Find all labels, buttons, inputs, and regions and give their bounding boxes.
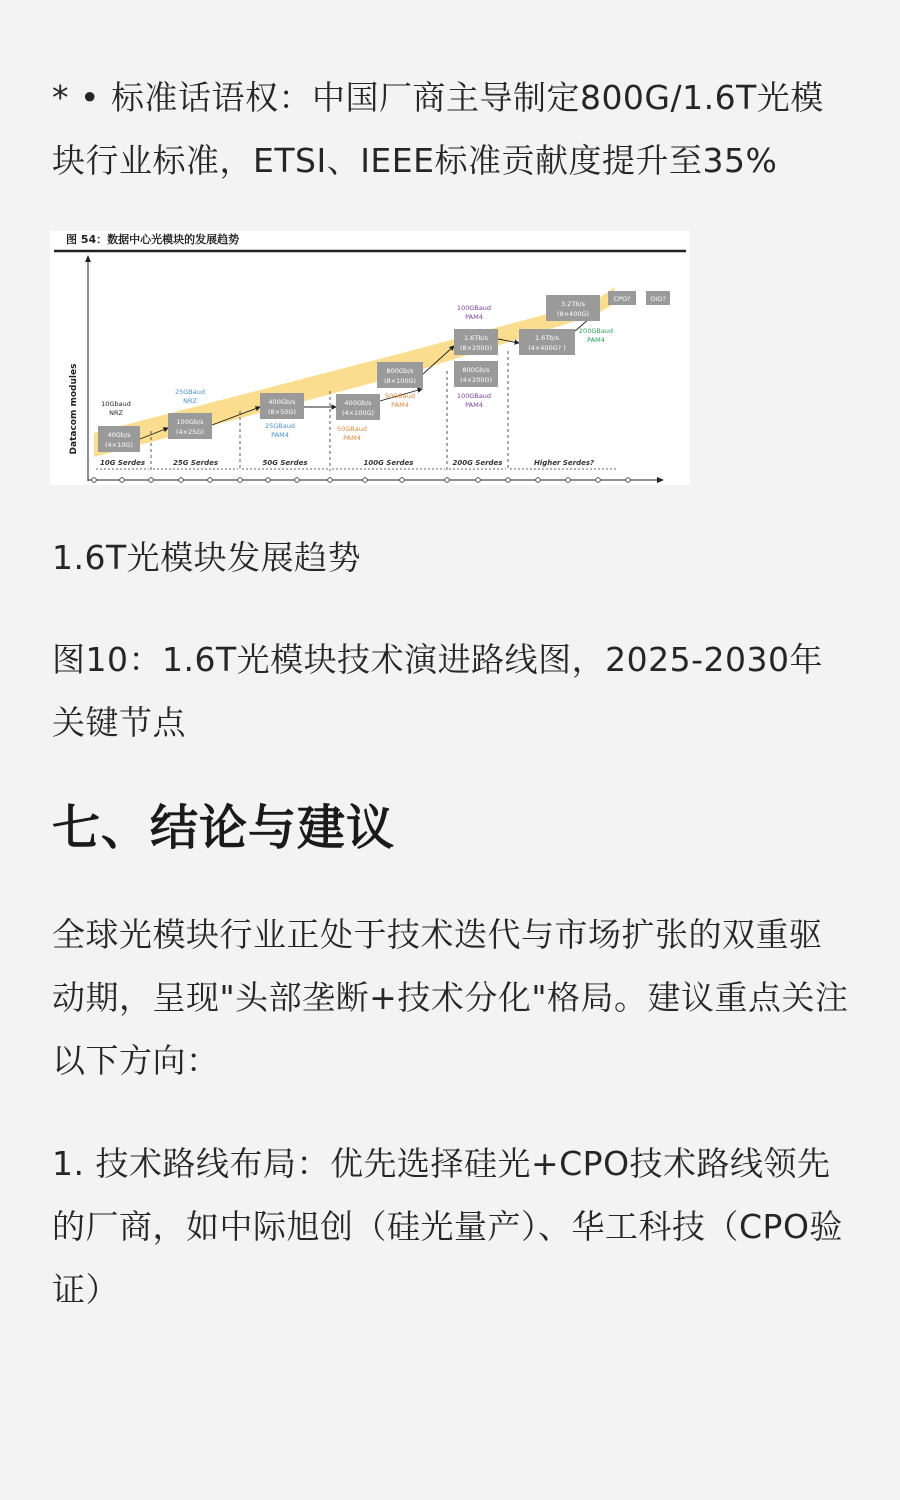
intro-line: * • 标准话语权：中国厂商主导制定800G/1.6T光模块行业标准，ETSI、IEEE标准贡献度提升至35% bbox=[52, 78, 824, 180]
module-config: (8×100G) bbox=[383, 377, 417, 385]
axis-dot bbox=[400, 478, 405, 483]
module-rate: 400Gb/s bbox=[344, 399, 372, 407]
module-config: (8×200G) bbox=[459, 344, 493, 352]
trend-chart bbox=[50, 231, 690, 485]
section-heading: 七、结论与建议 bbox=[52, 800, 396, 856]
module-rate: 800Gb/s bbox=[462, 366, 490, 374]
y-axis-label: Datacom modules bbox=[69, 363, 79, 455]
stage-label: 10G Serdes bbox=[99, 459, 146, 467]
axis-dot bbox=[238, 478, 243, 483]
axis-dot bbox=[536, 478, 541, 483]
stage-label: 100G Serdes bbox=[363, 459, 414, 467]
baud-rate-label: 25GBaud bbox=[175, 388, 205, 396]
caption-roadmap: 图10：1.6T光模块技术演进路线图，2025-2030年关键节点 bbox=[52, 640, 824, 742]
axis-dot bbox=[266, 478, 271, 483]
module-rate: 1.6Tb/s bbox=[534, 334, 560, 342]
stage-label: 50G Serdes bbox=[262, 459, 308, 467]
module-config: (4×400G? ) bbox=[528, 344, 566, 352]
caption-trend: 1.6T光模块发展趋势 bbox=[52, 538, 362, 577]
axis-dot bbox=[596, 478, 601, 483]
baud-rate-label: 50GBaud bbox=[337, 425, 367, 433]
module-config: (8×400G) bbox=[556, 310, 590, 318]
modulation-label: PAM4 bbox=[343, 434, 361, 442]
baud-rate-label: 10Gbaud bbox=[101, 400, 131, 408]
axis-dot bbox=[363, 478, 368, 483]
stage-label: 200G Serdes bbox=[452, 459, 503, 467]
axis-dot bbox=[149, 478, 154, 483]
modulation-label: PAM4 bbox=[465, 313, 483, 321]
module-config: (4×100G) bbox=[341, 409, 375, 417]
axis-dot bbox=[92, 478, 97, 483]
axis-dot bbox=[626, 478, 631, 483]
y-axis-arrow bbox=[85, 255, 91, 262]
axis-dot bbox=[208, 478, 213, 483]
module-rate: 400Gb/s bbox=[268, 398, 296, 406]
module-config: (4×200G) bbox=[459, 376, 493, 384]
axis-dot bbox=[445, 478, 450, 483]
recommendation-item: 1. 技术路线布局：优先选择硅光+CPO技术路线领先的厂商，如中际旭创（硅光量产）、华工科技（CPO验证） bbox=[52, 1144, 843, 1309]
future-label: CPO? bbox=[613, 295, 631, 303]
module-config: (4×10G) bbox=[105, 441, 133, 449]
baud-rate-label: 25GBaud bbox=[265, 422, 295, 430]
stage-label: 25G Serdes bbox=[172, 459, 219, 467]
axis-dot bbox=[566, 478, 571, 483]
axis-dot bbox=[179, 478, 184, 483]
modulation-label: PAM4 bbox=[465, 401, 483, 409]
axis-dot bbox=[295, 478, 300, 483]
module-rate: 1.6Tb/s bbox=[463, 334, 489, 342]
baud-rate-label: 100GBaud bbox=[456, 304, 492, 312]
figure-title: 图 54：数据中心光模块的发展趋势 bbox=[66, 233, 240, 246]
baud-rate-label: 200GBaud bbox=[578, 327, 614, 335]
baud-rate-label: 50GBaud bbox=[385, 392, 415, 400]
modulation-label: PAM4 bbox=[587, 336, 605, 344]
axis-dot bbox=[328, 478, 333, 483]
module-rate: 800Gb/s bbox=[386, 367, 414, 375]
module-config: (8×50G) bbox=[268, 408, 296, 416]
modulation-label: PAM4 bbox=[391, 401, 409, 409]
conclusion-paragraph: 全球光模块行业正处于技术迭代与市场扩张的双重驱动期，呈现"头部垄断+技术分化"格局。建议重点关注以下方向： bbox=[52, 915, 849, 1080]
modulation-label: NRZ bbox=[183, 397, 197, 405]
module-config: (4×25G) bbox=[176, 428, 204, 436]
trend-figure bbox=[50, 231, 690, 485]
axis-dot bbox=[476, 478, 481, 483]
stage-label: Higher Serdes? bbox=[533, 459, 595, 467]
future-label: OIO? bbox=[650, 295, 666, 303]
module-group bbox=[98, 291, 670, 452]
module-rate: 3.2Tb/s bbox=[560, 300, 586, 308]
modulation-label: PAM4 bbox=[271, 431, 289, 439]
x-axis-arrow bbox=[657, 477, 664, 483]
axis-dot bbox=[506, 478, 511, 483]
modulation-label: NRZ bbox=[109, 409, 123, 417]
baud-rate-label: 100GBaud bbox=[456, 392, 492, 400]
axis-dot bbox=[120, 478, 125, 483]
module-rate: 100Gb/s bbox=[176, 418, 204, 426]
module-rate: 40Gb/s bbox=[107, 431, 131, 439]
